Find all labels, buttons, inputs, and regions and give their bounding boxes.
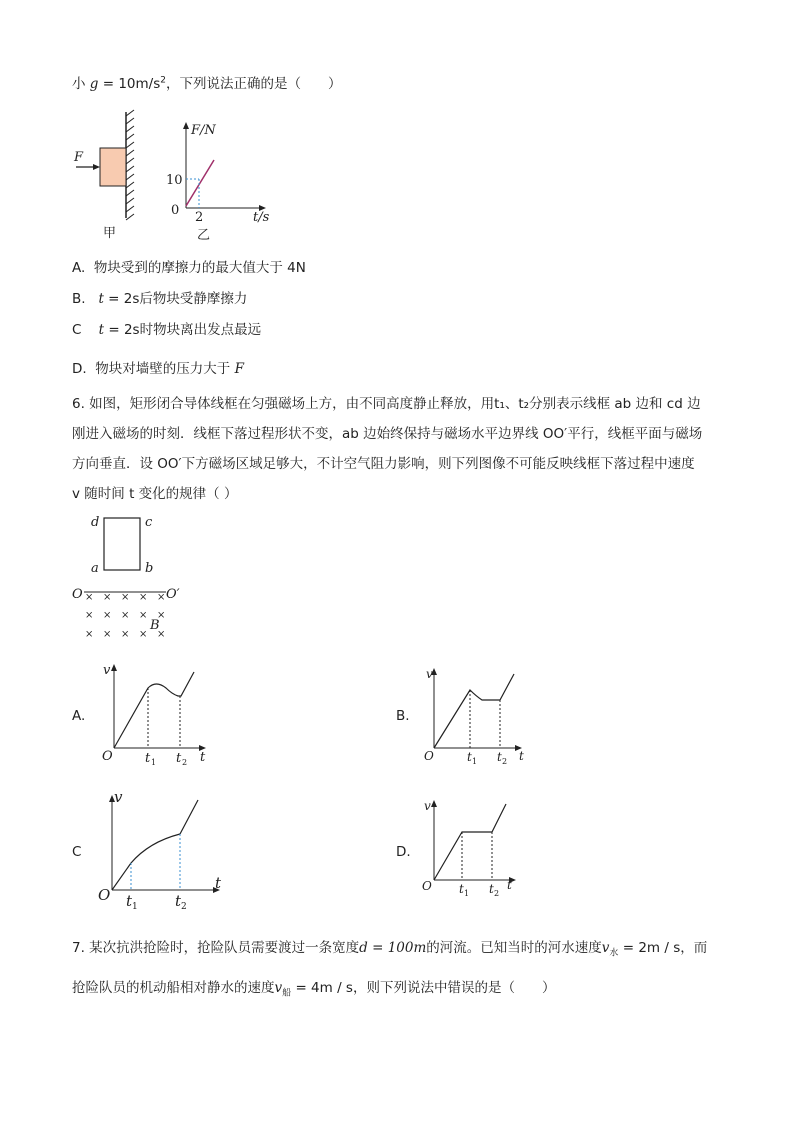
q6-graph-d	[420, 792, 530, 902]
t1-subscript: 1	[151, 758, 157, 767]
q6-graph-a	[98, 658, 218, 770]
cross: ×	[121, 629, 130, 640]
cross: ×	[103, 629, 112, 640]
origin-label: O	[98, 886, 111, 904]
origin-label: O	[102, 749, 113, 764]
q6-graph-b	[422, 662, 537, 770]
t1-label: t	[126, 892, 133, 910]
axis-v-arrow	[431, 800, 437, 807]
axis-t-label: t	[200, 750, 206, 765]
graph5-origin: 0	[171, 203, 180, 218]
q5-option-d: D. 物块对墙壁的压力大于 F	[72, 361, 244, 377]
q6-line-4: v 随时间 t 变化的规律（ ）	[72, 486, 238, 502]
q6-line-1: 6. 如图，矩形闭合导体线框在匀强磁场上方，由不同高度静止释放，用t₁、t₂分别表示线框 ab 边和 cd 边	[72, 396, 701, 412]
q6-graph-c	[94, 786, 234, 912]
graph5-y-label: F/N	[191, 123, 216, 138]
field-label-b: B	[150, 618, 160, 633]
axis-v-label: v	[426, 667, 433, 681]
cross: ×	[103, 592, 112, 603]
cross: ×	[157, 610, 166, 621]
corner-d: d	[91, 515, 100, 530]
graph5-x-tick: 2	[195, 210, 204, 225]
corner-b: b	[145, 561, 154, 576]
force-arrowhead	[93, 164, 100, 170]
wire-frame	[104, 518, 140, 570]
graph5-force-line	[186, 160, 214, 206]
q5-option-c: C t = 2s时物块离出发点最远	[72, 322, 262, 338]
axis-v-arrow	[111, 664, 117, 671]
t2-subscript: 2	[182, 758, 188, 767]
origin-label: O	[424, 749, 434, 763]
cross: ×	[85, 629, 94, 640]
q6-option-c-label: C	[72, 844, 82, 860]
velocity-curve	[112, 800, 198, 890]
boundary-o: O	[72, 587, 83, 602]
cross: ×	[121, 610, 130, 621]
t2-subscript: 2	[181, 902, 187, 912]
wall-hatching	[126, 110, 134, 220]
t1-label: t	[459, 882, 464, 896]
t2-subscript: 2	[494, 889, 500, 898]
velocity-curve	[434, 674, 514, 748]
cross: ×	[121, 592, 130, 603]
t2-label: t	[176, 751, 182, 766]
q6-option-a-label: A.	[72, 708, 86, 724]
q7-line-2: 抢险队员的机动船相对静水的速度$v_船 = 4m / s$，则下列说法中错误的是（ ）	[72, 980, 556, 999]
q5-option-b: B. t = 2s后物块受静摩擦力	[72, 291, 248, 307]
figure-block-wall	[70, 108, 290, 243]
caption-jia: 甲	[103, 226, 117, 241]
q7-line-1: 7. 某次抗洪抢险时，抢险队员需要渡过一条宽度d = 100m的河流。已知当时的河水速度$v_水 = 2m / s$，而	[72, 940, 708, 959]
q6-line-3: 方向垂直．设 OO′下方磁场区域足够大，不计空气阻力影响，则下列图像不可能反映线框下落过程中速度	[72, 456, 695, 472]
axis-v-label: v	[103, 663, 111, 678]
t2-label: t	[175, 892, 182, 910]
t1-subscript: 1	[472, 757, 478, 766]
cross: ×	[139, 610, 148, 621]
cross: ×	[103, 610, 112, 621]
corner-a: a	[91, 561, 99, 576]
q5-option-a: A. 物块受到的摩擦力的最大值大于 4N	[72, 260, 306, 276]
t2-subscript: 2	[502, 757, 508, 766]
q6-line-2: 刚进入磁场的时刻．线框下落过程形状不变，ab 边始终保持与磁场水平边界线 OO′平行，线框平面与磁场	[72, 426, 703, 442]
force-label: F	[74, 150, 84, 165]
figure-frame-field	[70, 508, 200, 643]
graph5-x-label: t/s	[253, 210, 270, 225]
axis-t-label: t	[215, 874, 222, 892]
q6-option-b-label: B.	[396, 708, 410, 724]
boundary-o-prime: O′	[166, 587, 180, 602]
graph5-y-tick: 10	[166, 173, 183, 188]
q6-option-d-label: D.	[396, 844, 411, 860]
block	[100, 148, 126, 186]
t1-subscript: 1	[464, 889, 470, 898]
cross: ×	[139, 629, 148, 640]
axis-v-label: v	[424, 799, 431, 813]
graph5-y-arrow	[183, 122, 189, 129]
axis-t-label: t	[507, 878, 512, 892]
cross: ×	[139, 592, 148, 603]
corner-c: c	[145, 515, 153, 530]
cross: ×	[157, 592, 166, 603]
axis-t-label: t	[519, 749, 524, 763]
t2-label: t	[489, 882, 494, 896]
t1-label: t	[467, 750, 472, 764]
caption-yi: 乙	[197, 228, 211, 243]
t2-label: t	[497, 750, 502, 764]
cross: ×	[85, 610, 94, 621]
origin-label: O	[422, 879, 432, 893]
t1-label: t	[145, 751, 151, 766]
velocity-curve	[434, 804, 506, 880]
cross: ×	[157, 629, 166, 640]
t1-subscript: 1	[132, 902, 138, 912]
axis-v-label: v	[114, 788, 123, 806]
top-line: 小 $g = 10m/s^2$，下列说法正确的是（ ）	[72, 75, 342, 92]
cross: ×	[85, 592, 94, 603]
velocity-curve	[114, 672, 194, 748]
